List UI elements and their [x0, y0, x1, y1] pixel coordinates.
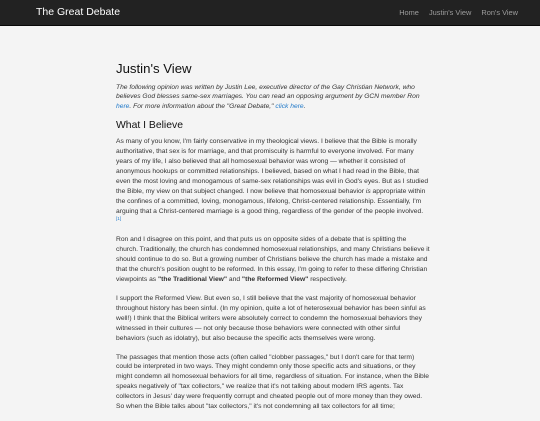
traditional-view-term: "the Traditional View" — [158, 276, 228, 284]
paragraph-2-text-a: Ron and I disagree on this point, and that puts us on opposite sides of a debate that is splitting the church. Traditionally, the church has condemned homosexual relationships, and many Christians believe it should continue to do so. But a growing number of Christians believe the church has made a mistake and that the church's position ought to be reformed. In this essay, I'm going to refer to these differing Christian viewpoints as — [116, 236, 430, 284]
paragraph-2-text-b: respectively. — [308, 276, 347, 284]
paragraph-1-emphasis: is — [365, 187, 371, 195]
nav-link-justins-view[interactable]: Justin's View — [428, 8, 472, 17]
page-title: Justin's View — [116, 61, 192, 76]
intro-text-2: . For more information about the "Great Debate," — [129, 103, 276, 111]
intro-text-1: The following opinion was written by Justin Lee, executive director of the Gay Christian Network, who believes God blesses same-sex marriages. You can read an opposing argument by GCN member Ron — [116, 83, 420, 101]
footnote-ref-1[interactable]: [1] — [116, 215, 122, 221]
paragraph-1 — [116, 137, 430, 226]
section-heading: What I Believe — [116, 119, 183, 131]
paragraph-2 — [116, 235, 430, 285]
nav-link-rons-view[interactable]: Ron's View — [481, 8, 518, 17]
paragraph-1-text-b: appropriate within the confines of a committed, loving, monogamous, lifelong, Christ-centered relationship. Essentially, I'm arguing that a Christ-centered marriage is a good thing, regardless of the gender of the people involved. — [116, 187, 426, 215]
article — [116, 62, 430, 421]
nav-link-home[interactable]: Home — [399, 8, 419, 17]
paragraph-4: The passages that mention those acts (often called "clobber passages," but I don't care for that term) could be interpreted in two ways. They might condemn only those specific acts and situations, or they might condemn all homosexual behaviors for all time, regardless of situation. For instance, when the Bible speaks negatively of "tax collectors," we realize that it's not talking about modern IRS agents. Tax collectors in Jesus' day were frequently corrupt and cheated people out of more money than they owed. So when the Bible talks about "tax collectors," it's not condemning all tax collectors for all time; — [116, 353, 429, 411]
page-body — [0, 26, 540, 411]
opposing-argument-link[interactable]: here — [116, 103, 130, 111]
paragraph-3: I support the Reformed View. But even so, I still believe that the vast majority of homosexual behavior throughout history has been sinful. (In my opinion, quite a lot of heterosexual behavior has been sinful as well!) I think that the Biblical writers were absolutely correct to condemn the homosexual behaviors they witnessed in their cultures — not only because those behaviors were connected with other sinful behaviors (such as idolatry), but also because the specific acts themselves were wrong. — [116, 294, 426, 342]
site-brand-link[interactable]: The Great Debate — [36, 6, 121, 18]
paragraph-2-text-mid: and — [227, 276, 242, 284]
paragraph-1-text-a: As many of you know, I'm fairly conservative in my theological views. I believe that the Bible is morally authoritative, that sex is for marriage, and that promiscuity is harmful to everyone involved. For many years of my life, I also believed that all homosexual behavior was wrong — whether it consisted of anonymous hookups or committed relationships. I believed, based on what I had read in the Bible, that even the most loving and monogamous of same-sex relationships was evil in God's eyes. But as I studied the Bible, my view on that subject changed. I now believe that homosexual behavior — [116, 138, 429, 195]
article-intro — [116, 83, 430, 112]
top-navbar — [0, 0, 540, 26]
intro-text-3: . — [303, 103, 306, 111]
nav-links — [391, 8, 518, 17]
reformed-view-term: "the Reformed View" — [241, 276, 309, 284]
great-debate-info-link[interactable]: click here — [275, 103, 304, 111]
